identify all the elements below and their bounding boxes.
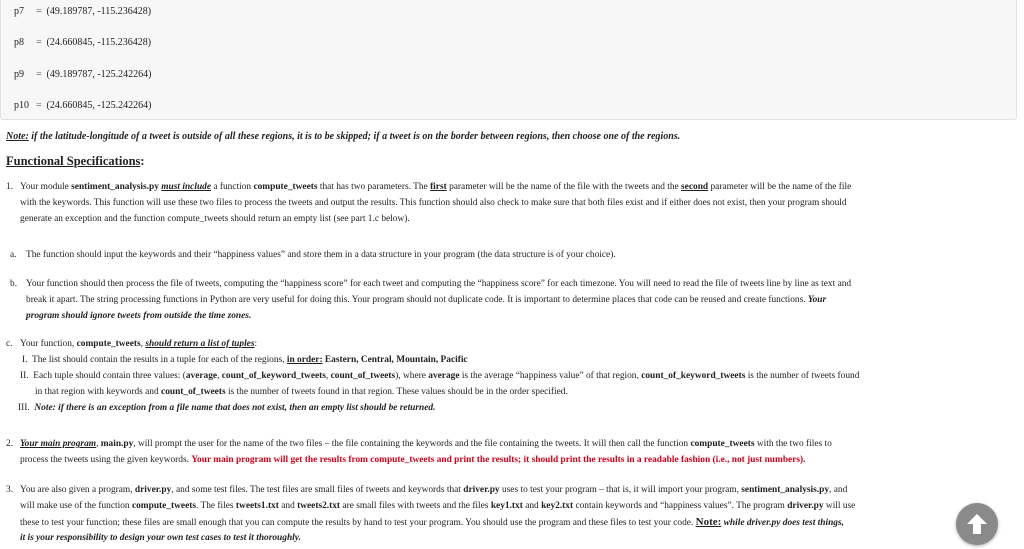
coord-row: p7 = (49.189787, -115.236428) [14, 6, 152, 17]
section-heading: Functional Specifications: [6, 154, 145, 168]
coordinates-panel [0, 0, 1017, 120]
scroll-to-top-button[interactable] [956, 503, 998, 545]
sub-item-iii: III. Note: if there is an exception from a file name that does not exist, then an empty list should be returned. [18, 403, 436, 413]
spec-item-1: 1. Your module sentiment_analysis.py must include a function compute_tweets that has two parameters. The first parameter will be the name of the file with the tweets and the second parameter will be the name of the file with the keywords. This function will use these two files to process the tweets and output the results. This function should also check to make sure that both files exist and if either does not exist, then your program should generate an exception and the function compute_tweets should return an empty list (see part 1.c below). [6, 182, 852, 224]
spec-item-2: 2. Your main program, main.py, will prompt the user for the name of the two files – the file containing the keywords and the file containing the tweets. It will then call the function compute_tweets with the two files to process the tweets using the given keywords. Your main program will get the results from compute_tweets and print the results; it should print the results in a readable fashion (i.e., not just numbers). [6, 439, 832, 465]
coord-value: (24.660845, -125.242264) [46, 100, 152, 111]
spec-item-c: c. Your function, compute_tweets, should return a list of tuples: I. The list should contain the results in a tuple for each of the regions, in order: Eastern, Central, Mountain, Pacific II. Each tuple should contain three values: (average, count_of_keyword_tweets, count_of_tweets), where average is the average “happiness value” of that region, count_of_keyword_tweets is the number of tweets found in that region with keywords and count_of_tweets is the number of tweets found in that region. These values should be in the order specified. III. Note: if there is an exception from a file name that does not exist, then an empty list should be returned. [6, 336, 1016, 420]
region-note: Note: if the latitude-longitude of a tweet is outside of all these regions, it is to be skipped; if a tweet is on the border between regions, then choose one of the regions. [6, 131, 681, 142]
spec-item-3: 3. You are also given a program, driver.py, and some test files. The test files are small files of tweets and keywords that driver.py uses to test your program – that is, it will import your program, sentiment_analysis.py, and will make use of the function compute_tweets. The files tweets1.txt and tweets2.txt are small files with tweets and the files key1.txt and key2.txt contain keywords and “happiness values”. The program driver.py will use these to test your function; these files are small enough that you can compute the results by hand to test your program. You should use the program and these files to test your code. Note: while driver.py does test things, it is your responsibility to design your own test cases to test it thoroughly. [6, 485, 856, 543]
coord-row: p9 = (49.189787, -125.242264) [14, 69, 152, 80]
coord-value: (49.189787, -115.236428) [46, 6, 152, 17]
spec-item-b: b. Your function should then process the file of tweets, computing the “happiness score” for each tweet and computing the “happiness score” for each timezone. You will need to read the file of tweets line by line as text and break it apart. The string processing functions in Python are very useful for doing this. Your program should not duplicate code. It is important to determine places that code can be reused and create functions. Your program should ignore tweets from outside the time zones. [10, 279, 852, 321]
coord-value: (24.660845, -115.236428) [46, 37, 152, 48]
spec-item-a: a. The function should input the keywords and their “happiness values” and store them in a data structure in your program (the data structure is of your choice). [10, 250, 616, 260]
coord-row: p10 = (24.660845, -125.242264) [14, 100, 152, 111]
sub-item-ii: II. Each tuple should contain three values: (average, count_of_keyword_tweets, count_of_tweets), where average is the average “happiness value” of that region, count_of_keyword_tweets is the number of tweets found [20, 371, 860, 381]
sub-item-i: I. The list should contain the results in a tuple for each of the regions, in order: Eastern, Central, Mountain, Pacific [22, 355, 468, 365]
coord-row: p8 = (24.660845, -115.236428) [14, 37, 152, 48]
coord-value: (49.189787, -125.242264) [46, 69, 152, 80]
arrow-up-icon [965, 512, 989, 536]
